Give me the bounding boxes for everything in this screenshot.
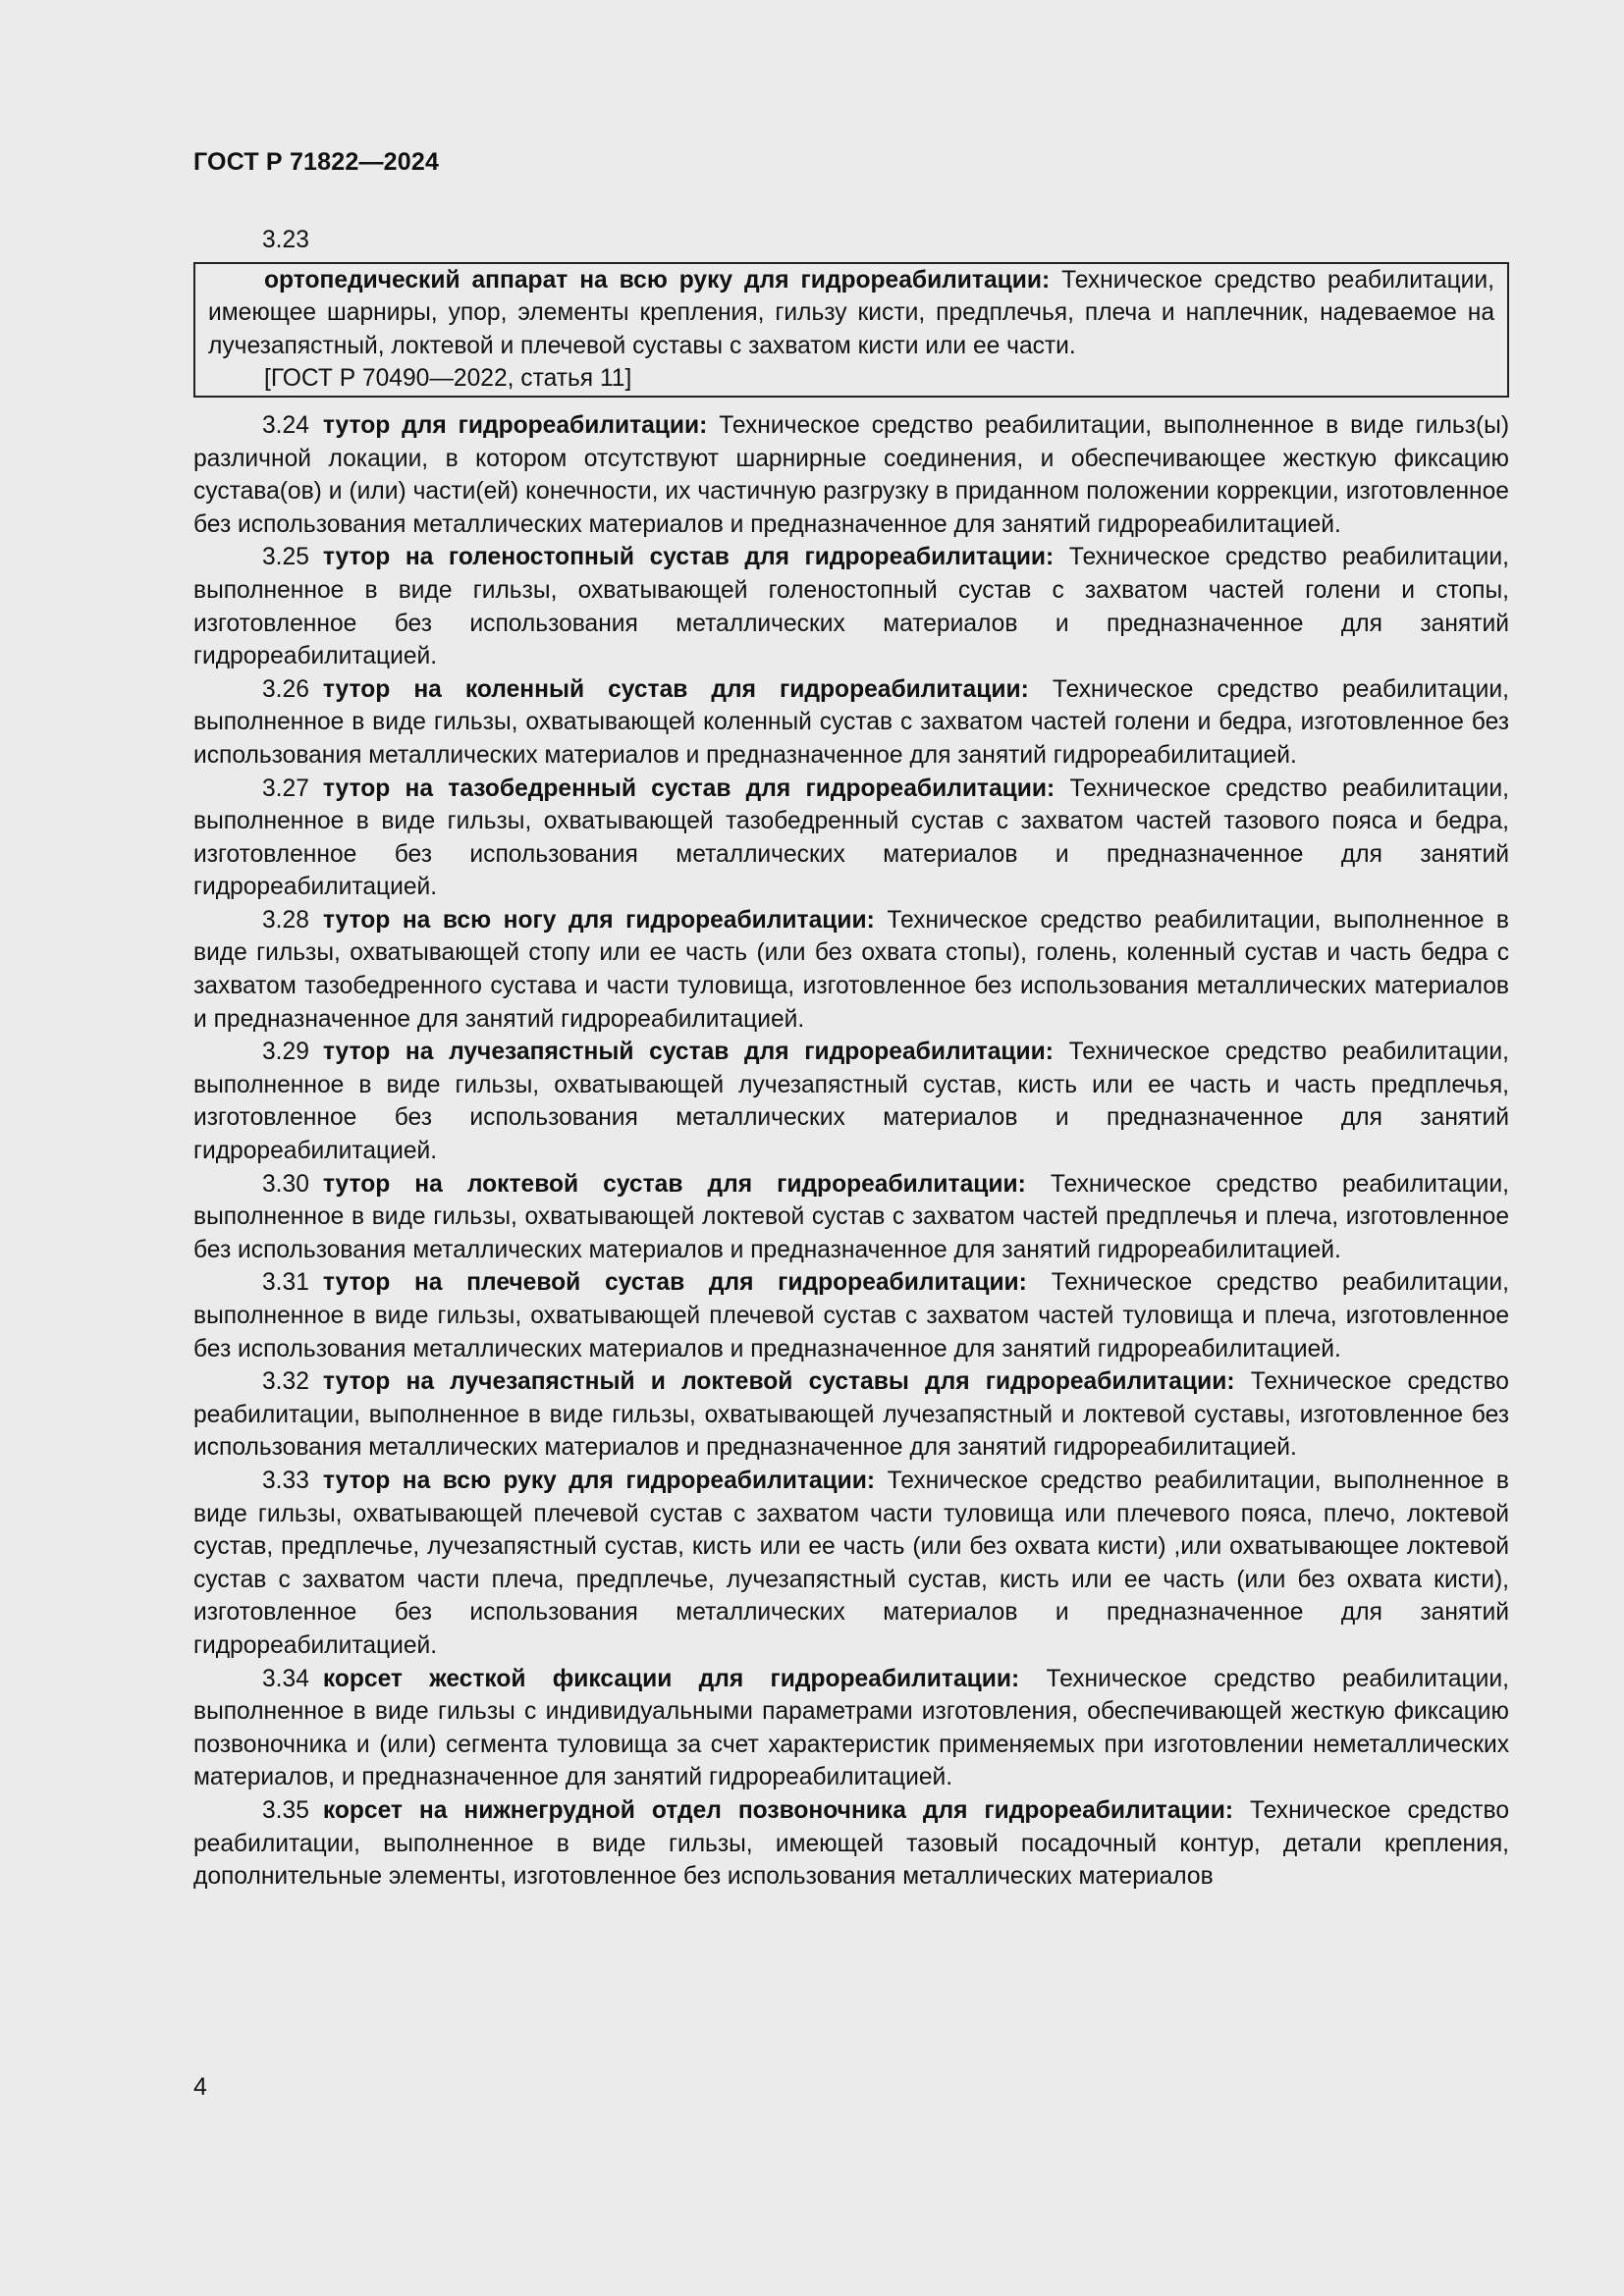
term-entry xyxy=(193,904,1509,1036)
term-title: тутор на коленный сустав для гидрореабилитации: xyxy=(322,675,1029,703)
term-entry xyxy=(193,773,1509,904)
term-entry xyxy=(193,1794,1509,1894)
term-definition: Техническое средство реабилитации, выполненное в виде гильзы, имеющей тазовый посадочный контур, детали крепления, дополнительные элементы, изготовленное без использования металлических материалов xyxy=(193,1796,1510,1891)
term-number: 3.33 xyxy=(262,1467,309,1494)
term-number: 3.32 xyxy=(262,1368,309,1396)
document-body xyxy=(193,224,1509,1894)
term-title: тутор на тазобедренный сустав для гидрореабилитации: xyxy=(322,774,1056,802)
term-title: тутор на всю ногу для гидрореабилитации: xyxy=(322,906,875,934)
term-entries-list xyxy=(193,409,1509,1894)
term-entry xyxy=(193,541,1509,672)
term-title: корсет на нижнегрудной отдел позвоночника для гидрореабилитации: xyxy=(322,1796,1234,1824)
term-title: тутор на всю руку для гидрореабилитации: xyxy=(322,1467,876,1494)
term-definition: Техническое средство реабилитации, выполненное в виде гильз(ы) различной локации, в котором отсутствуют шарнирные соединения, и обеспечивающее жесткую фиксацию сустава(ов) и (или) части(ей) конечности, их частичную разгрузку в приданном положении коррекции, изготовленное без использования металлических материалов и предназначенное для занятий гидрореабилитацией. xyxy=(193,411,1510,538)
document-code-header: ГОСТ Р 71822—2024 xyxy=(193,148,440,176)
term-title: тутор на плечевой сустав для гидрореабилитации: xyxy=(322,1269,1027,1297)
boxed-reference: [ГОСТ Р 70490—2022, статья 11] xyxy=(264,365,632,393)
term-number: 3.35 xyxy=(262,1796,309,1824)
term-title: тутор на локтевой сустав для гидрореабилитации: xyxy=(322,1170,1026,1198)
term-title: тутор на лучезапястный и локтевой суставы для гидрореабилитации: xyxy=(322,1368,1235,1396)
term-number: 3.29 xyxy=(262,1039,309,1066)
term-title: корсет жесткой фиксации для гидрореабилитации: xyxy=(322,1665,1020,1692)
term-number: 3.34 xyxy=(262,1665,309,1692)
term-definition: Техническое средство реабилитации, выполненное в виде гильзы, охватывающей голеностопный сустав с захватом частей голени и стопы, изготовленное без использования металлических материалов и предназначенное для занятий гидрореабилитацией. xyxy=(193,544,1509,670)
term-entry xyxy=(193,1266,1509,1365)
term-definition: Техническое средство реабилитации, выполненное в виде гильзы, охватывающей лучезапястный и локтевой суставы, изготовленное без использования металлических материалов и предназначенное для занятий гидрореабилитацией. xyxy=(193,1368,1509,1462)
term-entry xyxy=(193,1663,1509,1794)
boxed-term-entry xyxy=(193,262,1509,398)
term-title: тутор на голеностопный сустав для гидрореабилитации: xyxy=(322,544,1055,571)
term-entry xyxy=(193,1036,1509,1167)
boxed-entry-number: 3.23 xyxy=(262,227,309,253)
term-definition: Техническое средство реабилитации, выполненное в виде гильзы с индивидуальными параметрами изготовления, обеспечивающей жесткую фиксацию позвоночника и (или) сегмента туловища за счет характеристик применяемых при изготовлении неметаллических материалов, и предназначенное для занятий гидрореабилитацией. xyxy=(193,1665,1509,1791)
term-definition: Техническое средство реабилитации, выполненное в виде гильзы, охватывающей локтевой сустав с захватом частей предплечья и плеча, изготовленное без использования металлических материалов и предназначенное для занятий гидрореабилитацией. xyxy=(193,1170,1509,1263)
term-definition: Техническое средство реабилитации, выполненное в виде гильзы, охватывающей коленный сустав с захватом частей голени и бедра, изготовленное без использования металлических материалов и предназначенное для занятий гидрореабилитацией. xyxy=(193,675,1509,769)
term-entry xyxy=(193,1168,1509,1267)
term-number: 3.27 xyxy=(262,774,309,802)
term-definition: Техническое средство реабилитации, выполненное в виде гильзы, охватывающей лучезапястный сустав, кисть или ее часть и часть предплечья, изготовленное без использования металлических материалов и предназначенное для занятий гидрореабилитацией. xyxy=(193,1039,1509,1165)
term-number: 3.28 xyxy=(262,906,309,934)
term-entry xyxy=(193,409,1509,541)
page-number: 4 xyxy=(193,2073,207,2101)
term-number: 3.31 xyxy=(262,1269,309,1297)
term-entry xyxy=(193,673,1509,773)
term-number: 3.30 xyxy=(262,1170,309,1198)
boxed-term: ортопедический аппарат на всю руку для гидрореабилитации: xyxy=(264,266,1051,294)
term-title: тутор для гидрореабилитации: xyxy=(322,411,708,439)
term-entry xyxy=(193,1365,1509,1465)
term-entry xyxy=(193,1465,1509,1663)
term-number: 3.25 xyxy=(262,544,309,571)
term-definition: Техническое средство реабилитации, выполненное в виде гильзы, охватывающей плечевой сустав с захватом части туловища или плечевого пояса, плечо, локтевой сустав, предплечье, лучезапястный сустав, кисть или ее часть (или без охвата кисти) ,или охватывающее локтевой сустав с захватом части плеча, предплечье, лучезапястный сустав, кисть или ее часть (или без охвата кисти), изготовленное без использования металлических материалов и предназначенное для занятий гидрореабилитацией. xyxy=(193,1467,1509,1659)
term-number: 3.24 xyxy=(262,411,309,439)
term-title: тутор на лучезапястный сустав для гидрореабилитации: xyxy=(322,1039,1054,1066)
term-definition: Техническое средство реабилитации, выполненное в виде гильзы, охватывающей тазобедренный сустав с захватом частей тазового пояса и бедра, изготовленное без использования металлических материалов и предназначенное для занятий гидрореабилитацией. xyxy=(193,774,1509,901)
boxed-definition: Техническое средство реабилитации, имеющее шарниры, упор, элементы крепления, гильзу кисти, предплечья, плеча и наплечник, надеваемое на лучезапястный, локтевой и плечевой суставы с захватом кисти или ее части. xyxy=(208,266,1494,359)
term-definition: Техническое средство реабилитации, выполненное в виде гильзы, охватывающей стопу или ее часть (или без охвата стопы), голень, коленный сустав и часть бедра с захватом тазобедренного сустава и части туловища, изготовленное без использования металлических материалов и предназначенное для занятий гидрореабилитацией. xyxy=(193,906,1509,1033)
term-definition: Техническое средство реабилитации, выполненное в виде гильзы, охватывающей плечевой сустав с захватом частей туловища и плеча, изготовленное без использования металлических материалов и предназначенное для занятий гидрореабилитацией. xyxy=(193,1269,1509,1362)
boxed-term-paragraph xyxy=(208,264,1494,363)
term-number: 3.26 xyxy=(262,675,309,703)
